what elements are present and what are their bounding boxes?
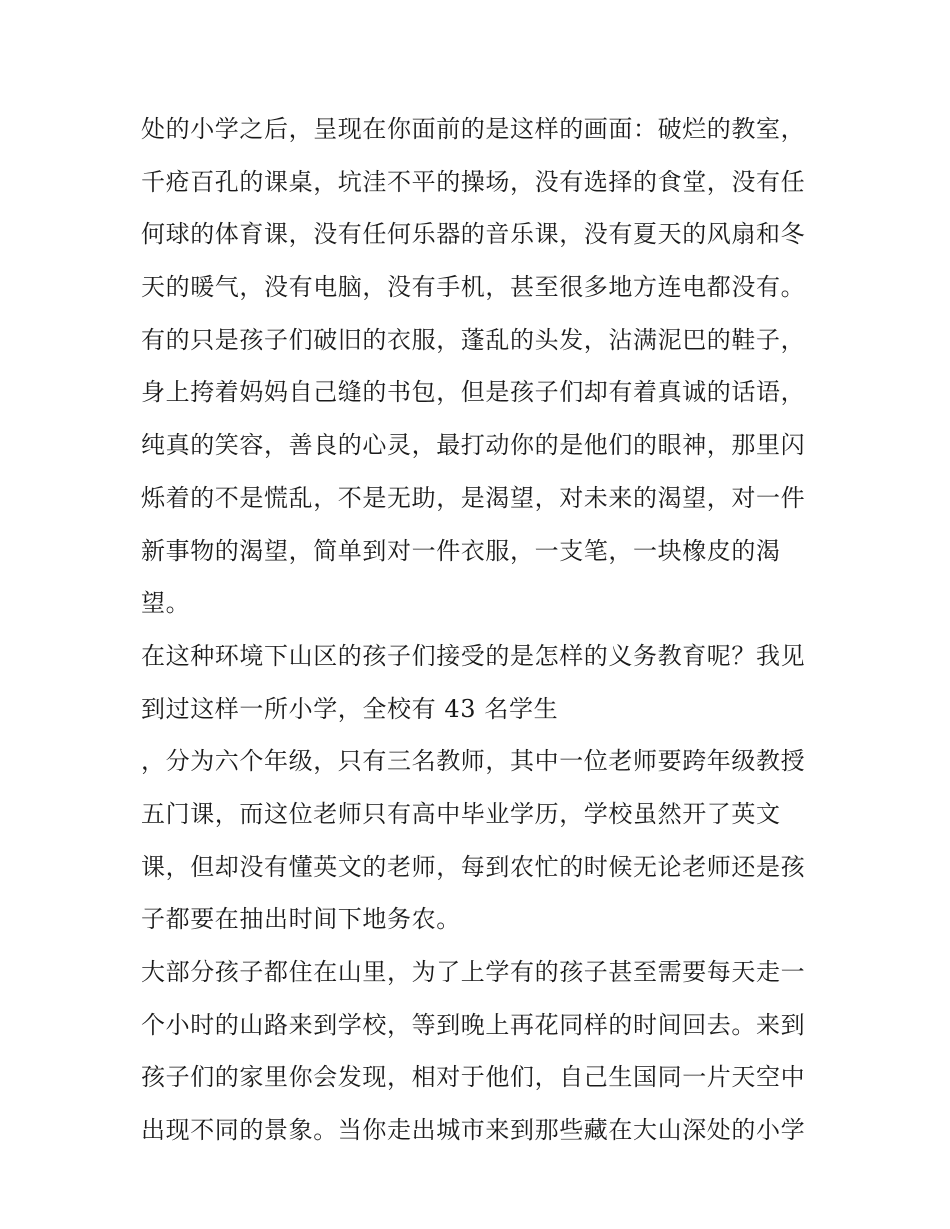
text-line: 望。 xyxy=(141,589,191,618)
text-line: 子都要在抽出时间下地务农。 xyxy=(141,905,461,934)
text-line: 五门课，而这位老师只有高中毕业学历，学校虽然开了英文 xyxy=(141,799,781,828)
text-line: 何球的体育课，没有任何乐器的音乐课，没有夏天的风扇和冬 xyxy=(141,220,806,249)
text-line: 纯真的笑容，善良的心灵，最打动你的是他们的眼神，那里闪 xyxy=(141,431,806,460)
text-line: 在这种环境下山区的孩子们接受的是怎样的义务教育呢？我见 xyxy=(141,641,806,670)
text-line: 处的小学之后，呈现在你面前的是这样的画面：破烂的教室， xyxy=(141,115,806,143)
text-line: 课，但却没有懂英文的老师，每到农忙的时候无论老师还是孩 xyxy=(141,852,806,881)
text-line: 新事物的渴望，简单到对一件衣服，一支笔，一块橡皮的渴 xyxy=(141,536,781,565)
text-line: ，分为六个年级，只有三名教师，其中一位老师要跨年级教授 xyxy=(141,747,806,776)
text-line: 个小时的山路来到学校，等到晚上再花同样的时间回去。来到 xyxy=(141,1010,806,1039)
text-line: 千疮百孔的课桌，坑洼不平的操场，没有选择的食堂，没有任 xyxy=(141,167,806,196)
body-text xyxy=(141,103,831,1157)
text-line: 到过这样一所小学，全校有 43 名学生 xyxy=(141,694,559,723)
text-line: 出现不同的景象。当你走出城市来到那些藏在大山深处的小学 xyxy=(141,1116,806,1145)
text-line: 天的暖气，没有电脑，没有手机，甚至很多地方连电都没有。 xyxy=(141,273,806,302)
text-line: 烁着的不是慌乱，不是无助，是渴望，对未来的渴望，对一件 xyxy=(141,483,806,512)
text-line: 身上挎着妈妈自己缝的书包，但是孩子们却有着真诚的话语， xyxy=(141,378,806,407)
text-line: 大部分孩子都住在山里，为了上学有的孩子甚至需要每天走一 xyxy=(141,958,806,986)
text-line: 有的只是孩子们破旧的衣服，蓬乱的头发，沾满泥巴的鞋子， xyxy=(141,325,806,354)
text-line: 孩子们的家里你会发现，相对于他们，自己生国同一片天空中 xyxy=(141,1063,806,1092)
